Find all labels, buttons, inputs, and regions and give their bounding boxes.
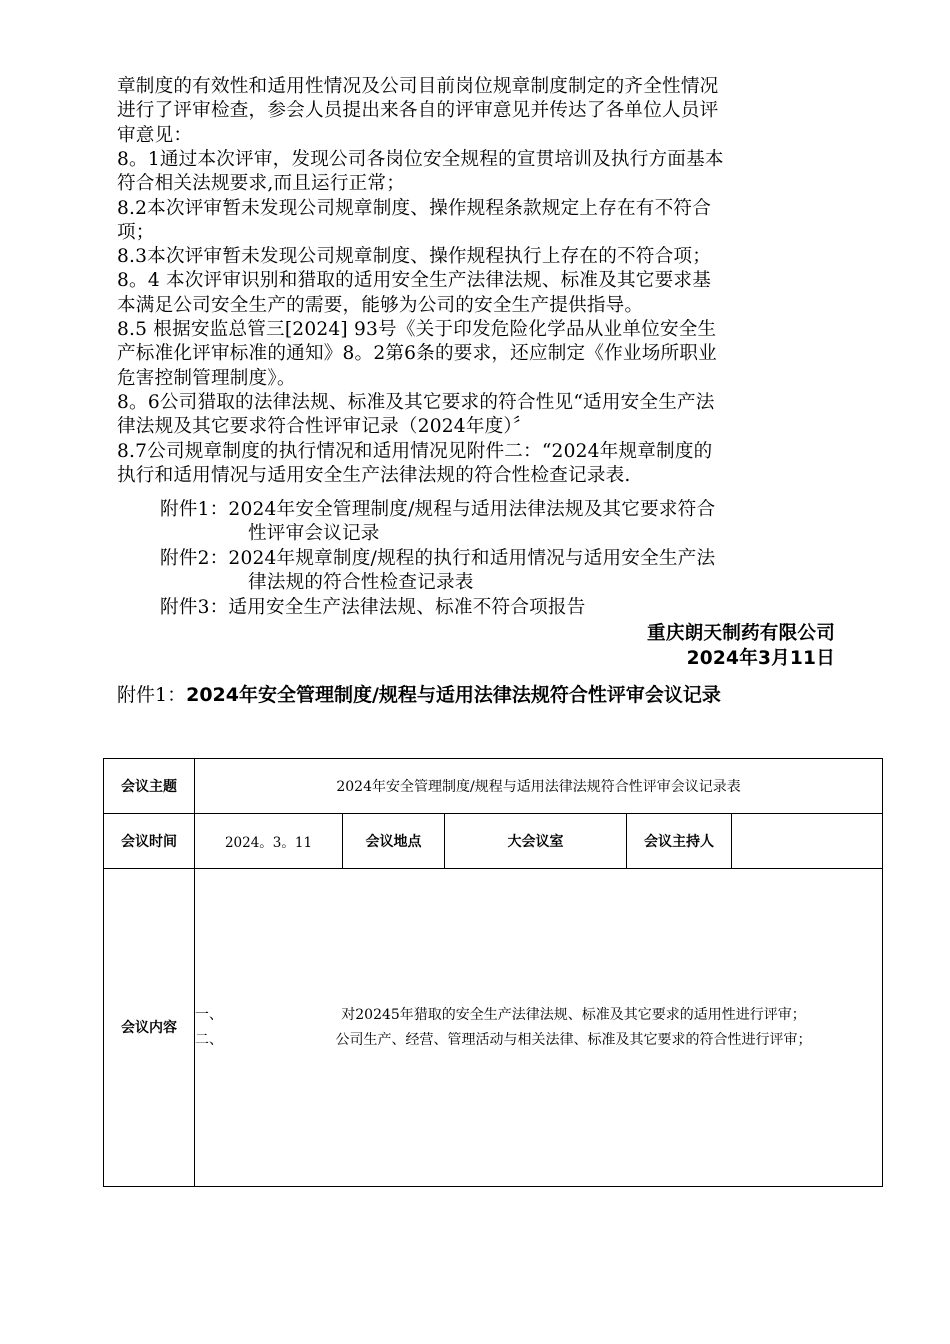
body-line: 8.7公司规章制度的执行情况和适用情况见附件二：“2024年规章制度的 [117, 440, 713, 462]
content-item [195, 1028, 882, 1053]
meeting-record-table [103, 758, 883, 1187]
body-line: 律法规及其它要求符合性评审记录（2024年度）〞 [117, 416, 532, 438]
table-row [104, 759, 883, 814]
content-label: 会议内容 [104, 869, 195, 1187]
body-line: 审意见： [117, 124, 193, 146]
body-line: 本满足公司安全生产的需要，能够为公司的安全生产提供指导。 [117, 294, 644, 316]
signature-date: 2024年3月11日 [686, 648, 835, 669]
body-line: 8.2本次评审暂未发现公司规章制度、操作规程条款规定上存在有不符合 [117, 197, 711, 219]
body-line: 执行和适用情况与适用安全生产法律法规的符合性检查记录表. [117, 464, 631, 486]
place-label: 会议地点 [343, 814, 445, 869]
content-item-text: 对20245年猎取的安全生产法律法规、标准及其它要求的适用性进行评审； [341, 1006, 806, 1023]
body-line: 产标准化评审标准的通知》8。2第6条的要求，还应制定《作业场所职业 [117, 343, 717, 365]
table-row [104, 814, 883, 869]
body-line: 8.5 根据安监总管三[2024] 93号《关于印发危险化学品从业单位安全生 [117, 319, 717, 340]
attachment-2-line1: 附件2：2024年规章制度/规程的执行和适用情况与适用安全生产法 [160, 548, 716, 569]
place-value: 大会议室 [445, 814, 627, 869]
content-item-number: 二、 [195, 1031, 223, 1048]
body-line: 进行了评审检查，参会人员提出来各自的评审意见并传达了各单位人员评 [117, 100, 719, 122]
body-line: 项； [117, 221, 155, 243]
company-signature: 重庆朗天制药有限公司 [647, 623, 835, 644]
content-item [195, 1003, 882, 1028]
heading-title: 2024年安全管理制度/规程与适用法律法规符合性评审会议记录 [186, 684, 721, 706]
host-value [732, 814, 883, 869]
body-line: 章制度的有效性和适用性情况及公司目前岗位规章制度制定的齐全性情况 [117, 76, 719, 97]
heading-prefix: 附件1： [117, 684, 187, 706]
attachment-1-line1: 附件1：2024年安全管理制度/规程与适用法律法规及其它要求符合 [160, 499, 716, 520]
time-label: 会议时间 [104, 814, 195, 869]
attachment-2-line2: 律法规的符合性检查记录表 [248, 572, 474, 593]
table-row [104, 869, 883, 1187]
attachment-1-line2: 性评审会议记录 [248, 523, 380, 544]
body-line: 8。4 本次评审识别和猎取的适用安全生产法律法规、标准及其它要求基 [117, 270, 711, 292]
body-line: 符合相关法规要求,而且运行正常； [117, 173, 406, 195]
content-cell [195, 869, 883, 1187]
host-label: 会议主持人 [627, 814, 732, 869]
content-item-number: 一、 [195, 1006, 223, 1023]
body-line: 8.3本次评审暂未发现公司规章制度、操作规程执行上存在的不符合项； [117, 246, 711, 268]
body-line: 危害控制管理制度》。 [117, 367, 296, 389]
attachment-heading [117, 683, 721, 707]
body-line: 8。1通过本次评审，发现公司各岗位安全规程的宣贯培训及执行方面基本 [117, 148, 724, 170]
content-item-text: 公司生产、经营、管理活动与相关法律、标准及其它要求的符合性进行评审； [335, 1031, 812, 1048]
body-line: 8。6公司猎取的法律法规、标准及其它要求的符合性见“适用安全生产法 [117, 391, 715, 413]
attachment-3-line1: 附件3：适用安全生产法律法规、标准不符合项报告 [160, 597, 586, 618]
time-value: 2024。3。11 [195, 814, 343, 869]
topic-label: 会议主题 [104, 759, 195, 814]
topic-value: 2024年安全管理制度/规程与适用法律法规符合性评审会议记录表 [195, 759, 883, 814]
